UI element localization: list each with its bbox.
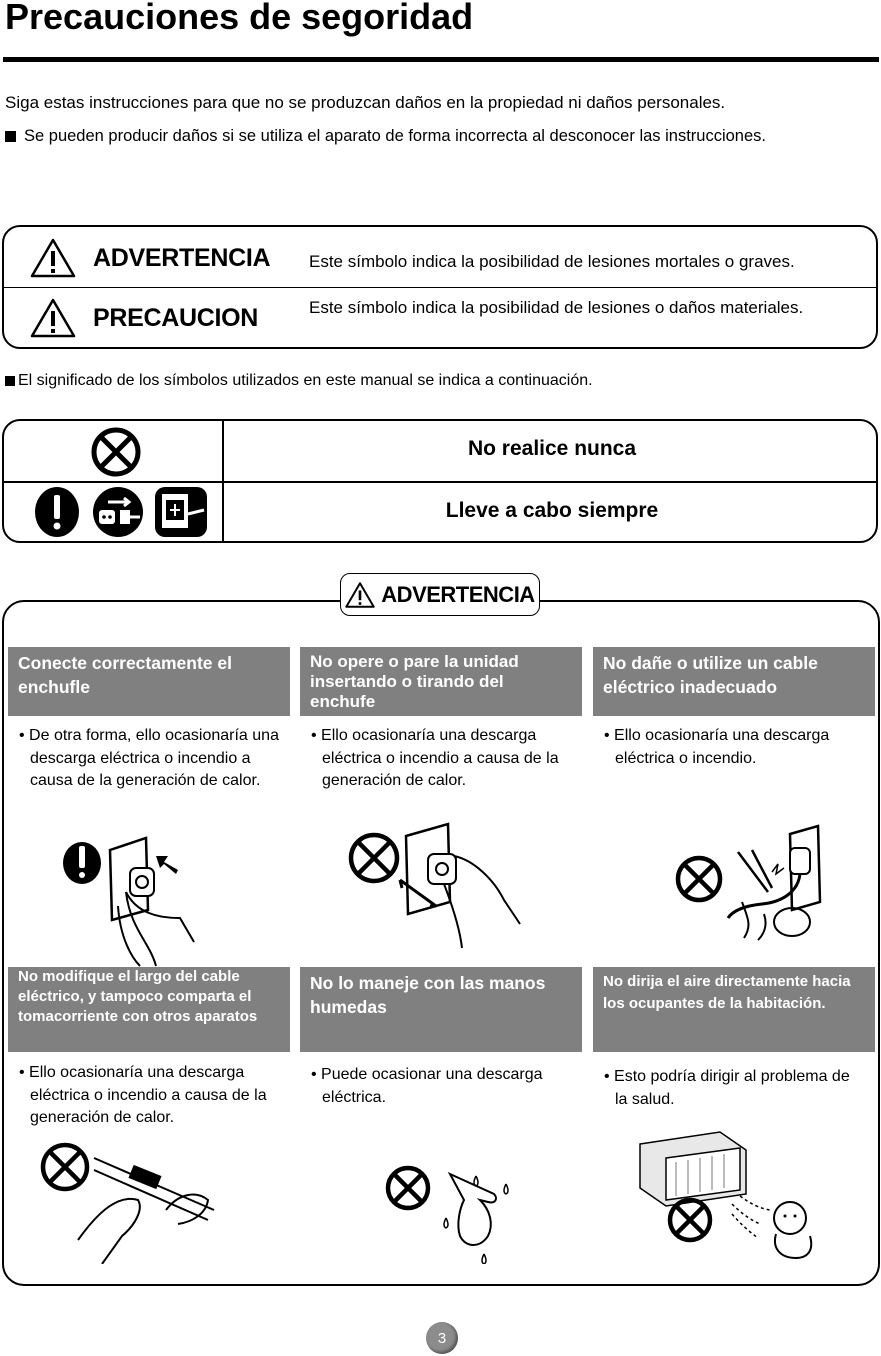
intro-text: Siga estas instrucciones para que no se produzcan daños en la propiedad ni daños personales. bbox=[5, 93, 726, 112]
warning-item-heading: Conecte correctamente el enchufle bbox=[8, 647, 290, 716]
damaged-cable-illustration bbox=[672, 822, 832, 942]
wet-hand-illustration bbox=[384, 1164, 534, 1264]
note-incorrect-use bbox=[5, 127, 766, 146]
signal-description: Este símbolo indica la posibilidad de lesiones mortales o graves. bbox=[309, 252, 795, 271]
symbol-legend bbox=[2, 419, 878, 543]
divider bbox=[4, 481, 876, 483]
symbol-label-always: Lleve a cabo siempre bbox=[445, 499, 659, 522]
signal-description: Este símbolo indica la posibilidad de lesiones o daños materiales. bbox=[309, 298, 804, 317]
warning-item-heading: No dañe o utilize un cable eléctrico inadecuado bbox=[593, 647, 875, 716]
page-title: Precauciones de segoridad bbox=[5, 0, 474, 37]
warning-item-heading: No opere o pare la unidad insertando o tirando del enchufe bbox=[300, 647, 582, 716]
title-rule bbox=[3, 57, 879, 62]
signal-row-warning bbox=[4, 227, 876, 288]
signal-word: PRECAUCION bbox=[93, 304, 259, 332]
air-on-baby-illustration bbox=[636, 1128, 826, 1268]
warning-badge-label: ADVERTENCIA bbox=[381, 581, 535, 607]
note-incorrect-use-text: Se pueden producir daños si se utiliza el aparato de forma incorrecta al desconocer las instrucciones. bbox=[24, 127, 766, 145]
signal-word-legend bbox=[2, 225, 878, 349]
prohibition-icon bbox=[90, 426, 142, 478]
warning-item-text: • Ello ocasionaría una descarga eléctrica o incendio a causa de la generación de calor. bbox=[311, 727, 559, 789]
warning-item-text: • Puede ocasionar una descarga eléctrica. bbox=[311, 1066, 543, 1106]
signal-word: ADVERTENCIA bbox=[93, 244, 271, 272]
cable-extension-illustration bbox=[38, 1140, 218, 1264]
warning-item-heading: No modifique el largo del cable eléctrico, y tampoco comparta el tomacorriente con otros aparatos bbox=[8, 967, 290, 1052]
warning-item-heading: No dirija el aire directamente hacia los ocupantes de la habitación. bbox=[593, 967, 875, 1052]
warning-item-text: • Esto podría dirigir al problema de la salud. bbox=[604, 1068, 850, 1108]
square-bullet-icon bbox=[5, 131, 16, 142]
warning-item-text: • Ello ocasionaría una descarga eléctrica o incendio. bbox=[604, 727, 830, 767]
warning-item-text: • De otra forma, ello ocasionaría una descarga eléctrica o incendio a causa de la generación de calor. bbox=[19, 727, 279, 789]
caution-triangle-icon bbox=[30, 298, 76, 338]
warning-item-heading: No lo maneje con las manos humedas bbox=[300, 967, 582, 1052]
note-symbols-text: El significado de los símbolos utilizados en este manual se indica a continuación. bbox=[18, 372, 593, 389]
warning-badge bbox=[340, 573, 540, 616]
signal-row-caution bbox=[4, 287, 876, 347]
warning-triangle-icon bbox=[30, 238, 76, 278]
mandatory-icons bbox=[28, 484, 208, 540]
warning-item-text: • Ello ocasionaría una descarga eléctrica o incendio a causa de la generación de calor. bbox=[19, 1064, 267, 1126]
page-number: 3 bbox=[426, 1322, 458, 1354]
plug-pull-illustration bbox=[344, 820, 524, 950]
warning-triangle-icon bbox=[345, 581, 375, 609]
square-bullet-icon bbox=[5, 376, 15, 386]
symbol-label-never: No realice nunca bbox=[467, 437, 637, 460]
plug-insert-illustration bbox=[60, 818, 210, 968]
note-symbols bbox=[5, 372, 593, 390]
